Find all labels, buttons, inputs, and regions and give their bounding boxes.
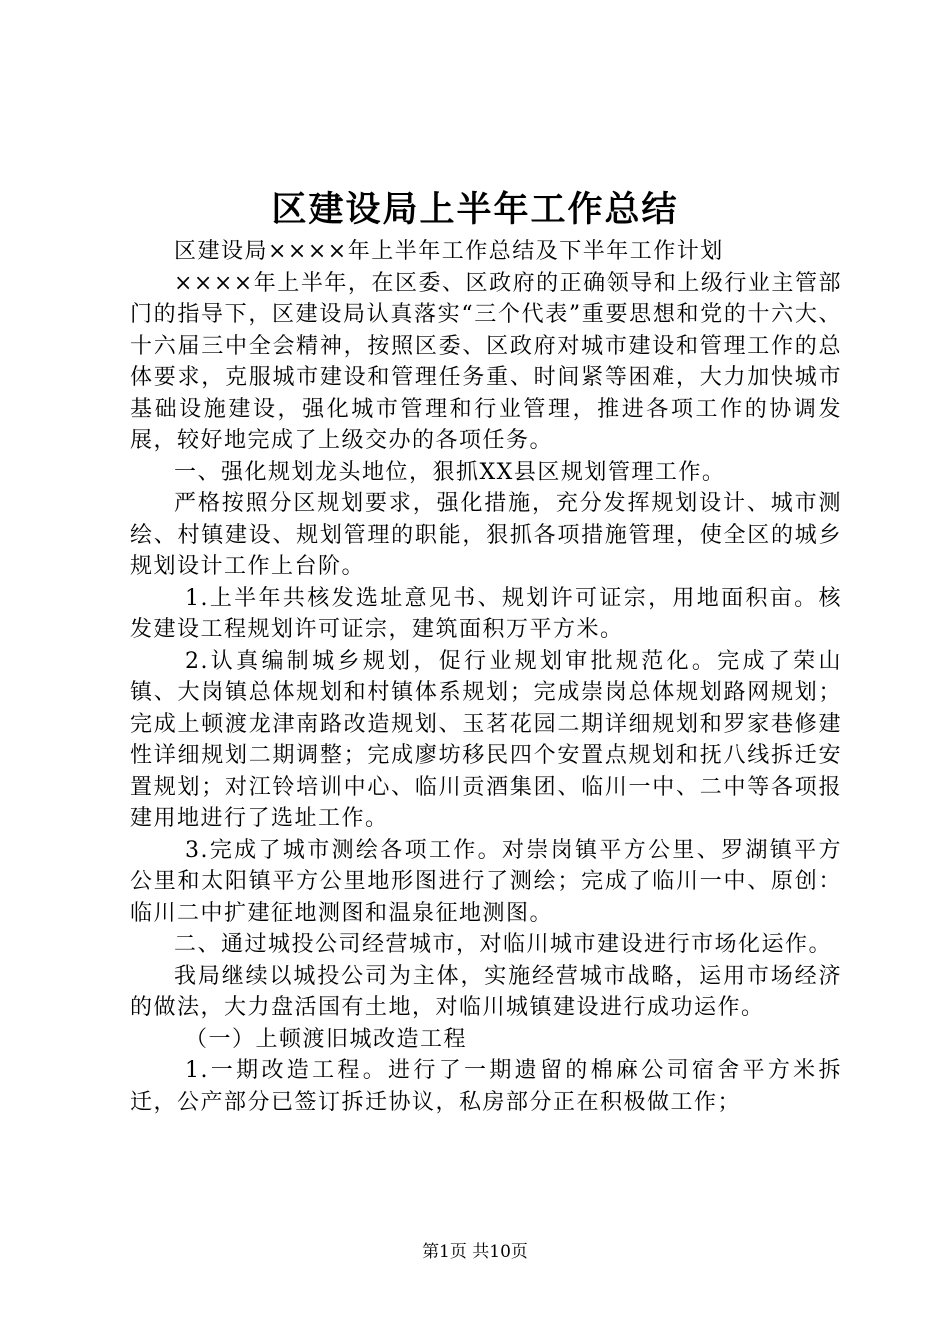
paragraph-section-2-summary: 我局继续以城投公司为主体，实施经营城市战略，运用市场经济的做法，大力盘活国有土地，对临川城镇建设进行成功运作。 [130, 963, 842, 1020]
heading-section-1: 一、强化规划龙头地位，狠抓XX县区规划管理工作。 [174, 459, 726, 485]
heading-section-2: 二、通过城投公司经营城市，对临川城市建设进行市场化运作。 [174, 932, 833, 957]
paragraph-item-1: 1.上半年共核发选址意见书、规划许可证宗，用地面积亩。核发建设工程规划许可证宗，建筑面积万平方米。 [130, 585, 842, 642]
document-body [130, 236, 842, 1118]
paragraph-section-1-summary: 严格按照分区规划要求，强化措施，充分发挥规划设计、城市测绘、村镇建设、规划管理的职能，狠抓各项措施管理，使全区的城乡规划设计工作上台阶。 [130, 491, 842, 579]
paragraph-item-3: 3.完成了城市测绘各项工作。对崇岗镇平方公里、罗湖镇平方公里和太阳镇平方公里地形图进行了测绘；完成了临川一中、原创：临川二中扩建征地测图和温泉征地测图。 [130, 837, 842, 926]
paragraph-intro: ××××年上半年，在区委、区政府的正确领导和上级行业主管部门的指导下，区建设局认真落实“三个代表”重要思想和党的十六大、十六届三中全会精神，按照区委、区政府对城市建设和管理工作的总体要求，克服城市建设和管理任务重、时间紧等困难，大力加快城市基础设施建设，强化城市管理和行业管理，推进各项工作的协调发展，较好地完成了上级交办的各项任务。 [130, 270, 842, 453]
paragraph-subsection-1-item-1: 1.一期改造工程。进行了一期遗留的棉麻公司宿舍平方米拆迁，公产部分已签订拆迁协议，私房部分正在积极做工作； [130, 1058, 842, 1115]
page-number-footer: 第1页 共10页 [422, 1242, 528, 1262]
paragraph-item-2: 2.认真编制城乡规划，促行业规划审批规范化。完成了荣山镇、大岗镇总体规划和村镇体系规划；完成崇岗总体规划路网规划；完成上顿渡龙津南路改造规划、玉茗花园二期详细规划和罗家巷修建性详细规划二期调整；完成廖坊移民四个安置点规划和抚八线拆迁安置规划；对江铃培训中心、临川贡酒集团、临川一中、二中等各项报建用地进行了选址工作。 [130, 648, 842, 831]
heading-subsection-1: （一）上顿渡旧城改造工程 [185, 1026, 468, 1052]
document-title: 区建设局上半年工作总结 [271, 189, 679, 230]
paragraph-subtitle: 区建设局××××年上半年工作总结及下半年工作计划 [174, 239, 724, 264]
